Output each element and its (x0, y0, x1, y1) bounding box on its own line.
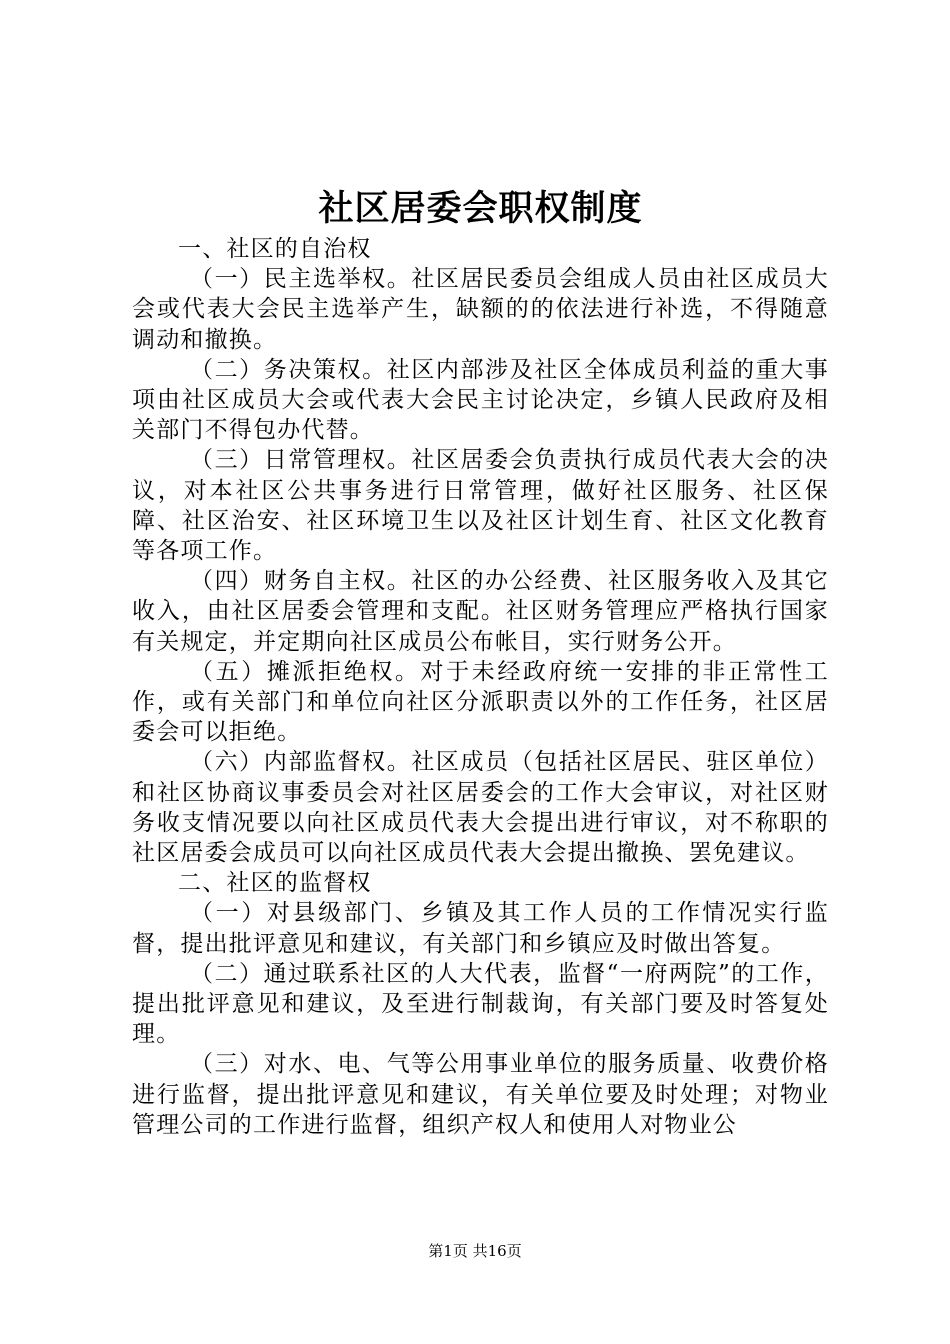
paragraph-supervision-departments: （一）对县级部门、乡镇及其工作人员的工作情况实行监督，提出批评意见和建议，有关部门和乡镇应及时做出答复。 (132, 900, 829, 957)
paragraph-supervision-congress: （二）通过联系社区的人大代表，监督“一府两院”的工作，提出批评意见和建议，及至进行制裁询，有关部门要及时答复处理。 (132, 960, 829, 1048)
paragraph-internal-supervision-right: （六）内部监督权。社区成员（包括社区居民、驻区单位）和社区协商议事委员会对社区居委会的工作大会审议，对社区财务收支情况要以向社区成员代表大会提出进行审议，对不称职的社区居委会成员可以向社区成员代表大会提出撤换、罢免建议。 (132, 749, 829, 867)
paragraph-finance-right: （四）财务自主权。社区的办公经费、社区服务收入及其它收入，由社区居委会管理和支配。社区财务管理应严格执行国家有关规定，并定期向社区成员公布帐目，实行财务公开。 (132, 568, 829, 655)
document-title: 社区居委会职权制度 (318, 188, 643, 229)
paragraph-decision-right: （二）务决策权。社区内部涉及社区全体成员利益的重大事项由社区成员大会或代表大会民主讨论决定，乡镇人民政府及相关部门不得包办代替。 (132, 356, 829, 444)
paragraph-supervision-utilities: （三）对水、电、气等公用事业单位的服务质量、收费价格进行监督，提出批评意见和建议，有关单位要及时处理；对物业管理公司的工作进行监督，组织产权人和使用人对物业公 (132, 1051, 829, 1138)
document-page (132, 184, 829, 1140)
paragraph-management-right: （三）日常管理权。社区居委会负责执行成员代表大会的决议，对本社区公共事务进行日常管理，做好社区服务、社区保障、社区治安、社区环境卫生以及社区计划生育、社区文化教育等各项工作。 (132, 447, 829, 565)
section-heading-supervision: 二、社区的监督权 (178, 870, 372, 897)
page-footer: 第1页 共16页 (428, 1242, 522, 1260)
section-heading-autonomy: 一、社区的自治权 (178, 236, 372, 262)
paragraph-refusal-right: （五）摊派拒绝权。对于未经政府统一安排的非正常性工作，或有关部门和单位向社区分派职责以外的工作任务，社区居委会可以拒绝。 (132, 658, 829, 746)
paragraph-election-right: （一）民主选举权。社区居民委员会组成人员由社区成员大会或代表大会民主选举产生，缺额的的依法进行补选，不得随意调动和撤换。 (132, 266, 829, 353)
